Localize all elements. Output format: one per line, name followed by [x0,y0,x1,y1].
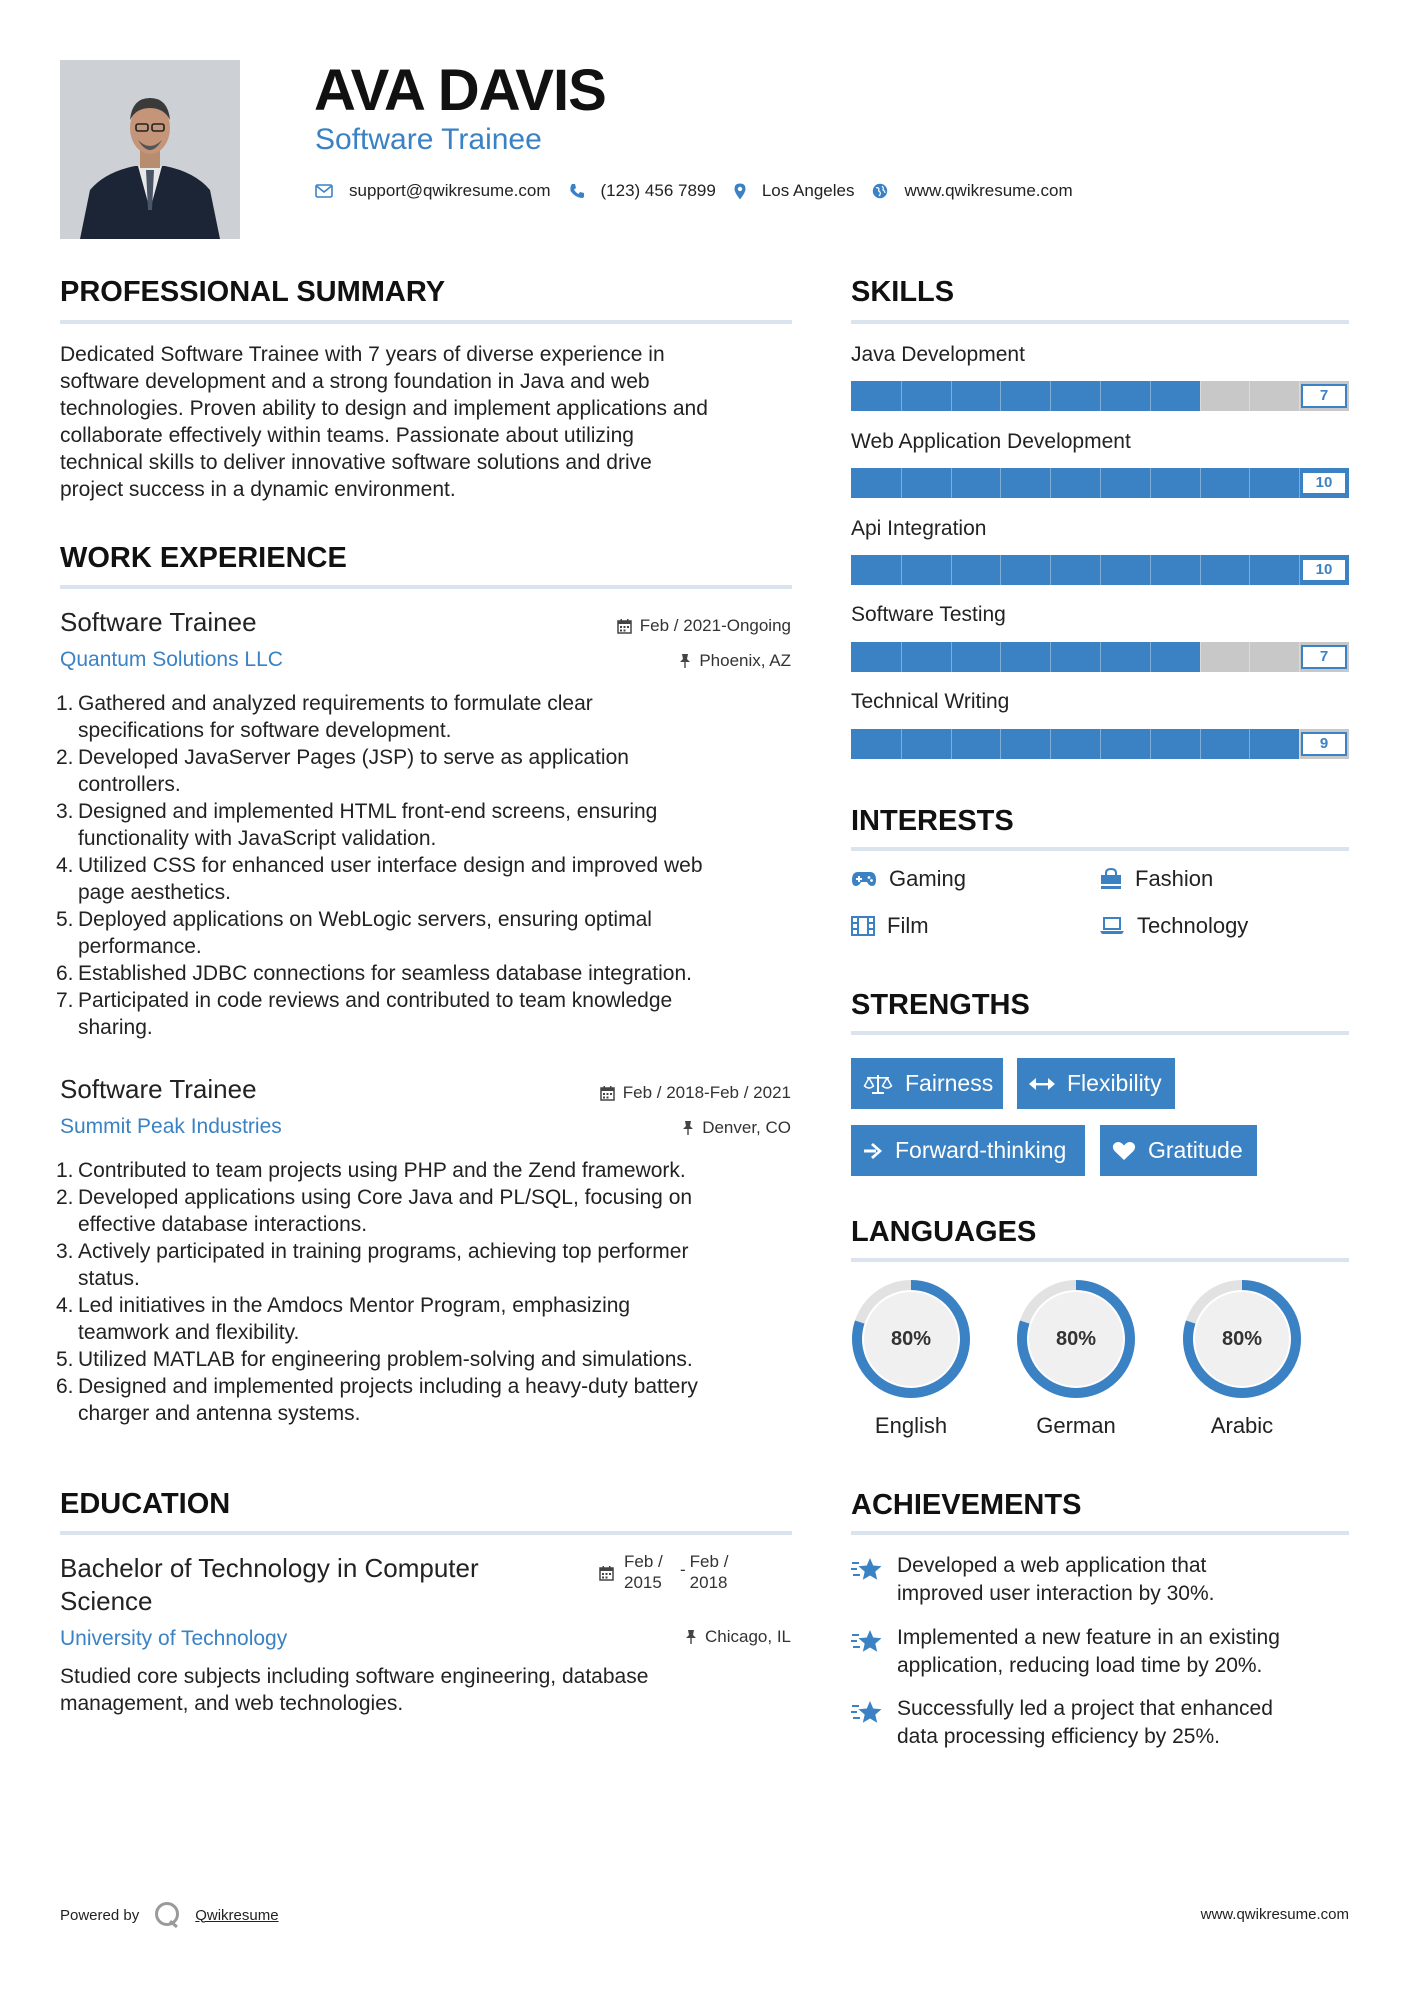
skill-bar-segment [1100,468,1101,498]
skill-name: Web Application Development [851,430,1131,453]
list-item: 7. Participated in code reviews and contributed to team knowledge [56,989,673,1012]
star-icon [851,1628,883,1654]
skill-bar-segment [1150,468,1151,498]
skill-bar-segment [901,642,902,672]
skill-bar-fill [851,729,1299,759]
summary-line: technical skills to deliver innovative software solutions and drive [60,451,652,474]
list-item: 5. Deployed applications on WebLogic servers, ensuring optimal [56,908,652,931]
job-title: Software Trainee [60,607,257,637]
skill-bar-segment [1000,642,1001,672]
company-name: Summit Peak Industries [60,1115,282,1138]
list-item: 3. Designed and implemented HTML front-end screens, ensuring [56,800,658,823]
skill-bar-segment [1249,729,1250,759]
education-date [599,1551,728,1593]
education-location-text: Chicago, IL [705,1627,791,1646]
skill-bar-fill [851,381,1200,411]
skill-bar-segment [1100,729,1101,759]
contact-email[interactable] [315,181,551,201]
balance-scale-icon [863,1073,893,1095]
arrow-right-icon [863,1142,883,1160]
job-date-text: Feb / 2018-Feb / 2021 [622,1083,791,1102]
footer-powered-by [60,1900,279,1930]
education-start [624,1551,680,1593]
skill-bar-segment [901,729,902,759]
achievement-item [851,1695,1351,1751]
list-item: controllers. [78,773,181,796]
achievement-item [851,1624,1351,1680]
skill-bar-segment [1200,729,1201,759]
skill-bar-segment [1100,642,1101,672]
skill-bar-segment [951,642,952,672]
skill-name: Software Testing [851,603,1006,626]
list-item: sharing. [78,1016,153,1039]
interest-label: Fashion [1135,866,1214,891]
skill-bar-segment [901,468,902,498]
pin-icon [685,1629,697,1645]
degree-line-2: Science [60,1586,153,1616]
list-item: teamwork and flexibility. [78,1321,300,1344]
website-text: www.qwikresume.com [904,181,1073,200]
language-percent: 80% [1055,1327,1097,1350]
skill-bar [851,729,1349,759]
skill-bar-segment [1050,468,1051,498]
interest-item [1099,866,1213,892]
skill-bar-segment [1050,381,1051,411]
skill-name: Technical Writing [851,690,1010,713]
job-title: Software Trainee [60,1074,257,1104]
strength-label: Fairness [905,1070,994,1096]
interest-label: Film [887,913,929,938]
skill-name: Java Development [851,343,1025,366]
skill-level-badge: 7 [1301,645,1347,669]
summary-line: project success in a dynamic environment. [60,478,456,501]
interest-item [851,866,966,892]
education-heading: EDUCATION [60,1488,231,1520]
languages-heading: LANGUAGES [851,1216,1037,1248]
summary-line: collaborate effectively within teams. Passionate about utilizing [60,424,634,447]
star-icon [851,1556,883,1582]
calendar-icon [617,618,632,634]
language-name: English [874,1413,948,1438]
strength-tag [851,1125,1085,1176]
skill-bar-segment [1249,555,1250,585]
list-item: 6. Established JDBC connections for seamless database integration. [56,962,693,985]
laptop-icon [1099,917,1125,935]
skill-bar-segment [1000,729,1001,759]
achievement-line: data processing efficiency by 25%. [897,1725,1220,1748]
achievement-line: Implemented a new feature in an existing [897,1626,1280,1649]
job-location [682,1118,791,1138]
list-item: effective database interactions. [78,1213,368,1236]
school-name: University of Technology [60,1627,288,1650]
job-date [617,616,791,636]
star-icon [851,1699,883,1725]
company-name: Quantum Solutions LLC [60,648,283,671]
skill-bar-segment [1150,381,1151,411]
language-percent: 80% [1221,1327,1263,1350]
languages-divider [851,1258,1349,1262]
skill-bar-segment [1249,381,1250,411]
language-name: German [1036,1413,1116,1438]
skill-level-badge: 10 [1301,471,1347,495]
language-percent: 80% [890,1327,932,1350]
date-text: Feb / [689,1552,729,1571]
summary-line: software development and a strong foundation in Java and web [60,370,650,393]
list-item: 1. Gathered and analyzed requirements to formulate clear [56,692,593,715]
strength-label: Forward-thinking [895,1137,1067,1163]
skill-bar-segment [1150,729,1151,759]
degree-line-1: Bachelor of Technology in Computer [60,1553,479,1583]
skill-level-badge: 9 [1301,732,1347,756]
strength-label: Flexibility [1067,1070,1162,1096]
envelope-icon [315,184,333,198]
skill-bar-segment [1050,642,1051,672]
interests-heading: INTERESTS [851,805,1014,837]
skill-bar-segment [1050,729,1051,759]
achievement-text [897,1695,1273,1751]
list-item: 4. Led initiatives in the Amdocs Mentor Program, emphasizing [56,1294,631,1317]
skill-bar [851,468,1349,498]
shopping-bag-icon [1099,868,1123,890]
contact-location [734,181,855,201]
contact-phone[interactable] [569,181,716,201]
achievement-line: application, reducing load time by 20%. [897,1654,1263,1677]
skill-bar-segment [1050,555,1051,585]
list-item: page aesthetics. [78,881,231,904]
list-item: status. [78,1267,140,1290]
interest-label: Technology [1137,913,1249,938]
education-location [685,1627,791,1647]
education-end [690,1551,729,1593]
list-item: specifications for software development. [78,719,452,742]
footer-url[interactable]: www.qwikresume.com [1200,1906,1349,1923]
email-text: support@qwikresume.com [349,181,551,200]
skill-bar-segment [901,555,902,585]
candidate-name: AVA DAVIS [314,58,606,123]
skill-bar [851,381,1349,411]
skill-bar-segment [951,381,952,411]
achievement-text [897,1624,1280,1680]
strength-label: Gratitude [1148,1137,1243,1163]
strength-tag [1100,1125,1257,1176]
skills-divider [851,320,1349,324]
date-text: 2015 [624,1573,662,1592]
strength-tag [1017,1058,1175,1109]
arrows-horizontal-icon [1029,1077,1055,1091]
skill-bar [851,555,1349,585]
date-text: 2018 [689,1573,728,1592]
language-item [1180,1277,1304,1439]
achievement-item [851,1552,1351,1608]
profile-photo [60,60,240,239]
education-description [60,1663,800,1717]
education-line: Studied core subjects including software engineering, database [60,1665,649,1688]
person-portrait-icon [60,60,240,239]
contact-bar [315,177,1091,205]
job-duties-list [56,1157,796,1427]
skill-bar-segment [1000,381,1001,411]
job-duties-list [56,690,796,1041]
summary-text [60,341,800,503]
interest-label: Gaming [889,866,967,891]
achievement-text [897,1552,1215,1608]
contact-website[interactable] [872,181,1072,201]
skills-heading: SKILLS [851,276,955,308]
list-item: 3. Actively participated in training programs, achieving top performer [56,1240,689,1263]
calendar-icon [599,1565,614,1581]
skill-bar-segment [951,468,952,498]
experience-divider [60,585,792,589]
skill-bar-segment [1000,468,1001,498]
pin-icon [679,653,691,669]
candidate-role: Software Trainee [315,123,542,156]
calendar-icon [600,1085,615,1101]
language-item [1014,1277,1138,1439]
skill-bar-segment [1000,555,1001,585]
phone-text: (123) 456 7899 [600,181,716,200]
job-location-text: Phoenix, AZ [699,651,791,670]
powered-by-text: Powered by [60,1906,140,1924]
pin-icon [682,1120,694,1136]
skill-bar-segment [901,381,902,411]
skill-bar-segment [1200,642,1201,672]
summary-divider [60,320,792,324]
skill-bar-segment [1100,555,1101,585]
summary-line: technologies. Proven ability to design and implement applications and [60,397,708,420]
interests-divider [851,847,1349,851]
skill-bar-segment [1200,468,1201,498]
summary-heading: PROFESSIONAL SUMMARY [60,276,446,308]
skill-bar-segment [1150,555,1151,585]
summary-line: Dedicated Software Trainee with 7 years of diverse experience in [60,343,665,366]
qwikresume-logo-icon [153,1900,183,1930]
globe-icon [872,183,888,199]
skill-level-badge: 10 [1301,558,1347,582]
heart-icon [1112,1141,1136,1161]
list-item: performance. [78,935,202,958]
skill-bar-segment [951,729,952,759]
skill-bar-segment [1249,468,1250,498]
skill-bar-fill [851,642,1200,672]
list-item: 4. Utilized CSS for enhanced user interface design and improved web [56,854,703,877]
job-date-text: Feb / 2021-Ongoing [639,616,791,635]
achievements-heading: ACHIEVEMENTS [851,1489,1082,1521]
job-location-text: Denver, CO [702,1118,791,1137]
skill-bar [851,642,1349,672]
skill-name: Api Integration [851,517,987,540]
achievement-line: Successfully led a project that enhanced [897,1697,1273,1720]
skill-bar-segment [1100,381,1101,411]
skill-bar-segment [1249,642,1250,672]
list-item: 1. Contributed to team projects using PHP and the Zend framework. [56,1159,686,1182]
phone-icon [569,183,585,199]
interest-item [851,913,929,939]
skill-bar-segment [951,555,952,585]
skill-bar-segment [1200,381,1201,411]
list-item: 6. Designed and implemented projects including a heavy-duty battery [56,1375,698,1398]
list-item: 2. Developed applications using Core Java and PL/SQL, focusing on [56,1186,693,1209]
location-text: Los Angeles [761,181,855,200]
interest-item [1099,913,1248,939]
date-text: Feb / [624,1552,663,1571]
skill-level-badge: 7 [1301,384,1347,408]
list-item: functionality with JavaScript validation. [78,827,437,850]
list-item: charger and antenna systems. [78,1402,361,1425]
strength-tag [851,1058,1003,1109]
qwikresume-link[interactable]: Qwikresume [195,1906,279,1924]
language-item [849,1277,973,1439]
map-marker-icon [734,183,746,200]
skill-bar-segment [1200,555,1201,585]
skill-bar-segment [1150,642,1151,672]
gamepad-icon [851,870,877,888]
job-date [600,1083,791,1103]
date-separator: - [680,1560,686,1579]
achievement-line: improved user interaction by 30%. [897,1582,1215,1605]
list-item: 2. Developed JavaServer Pages (JSP) to serve as application [56,746,629,769]
language-name: Arabic [1210,1413,1274,1438]
education-divider [60,1531,792,1535]
education-line: management, and web technologies. [60,1692,404,1715]
film-icon [851,916,875,936]
achievements-divider [851,1531,1349,1535]
achievement-line: Developed a web application that [897,1554,1207,1577]
strengths-divider [851,1031,1349,1035]
strengths-heading: STRENGTHS [851,989,1030,1021]
list-item: 5. Utilized MATLAB for engineering problem-solving and simulations. [56,1348,693,1371]
job-location [679,651,791,671]
experience-heading: WORK EXPERIENCE [60,542,347,574]
